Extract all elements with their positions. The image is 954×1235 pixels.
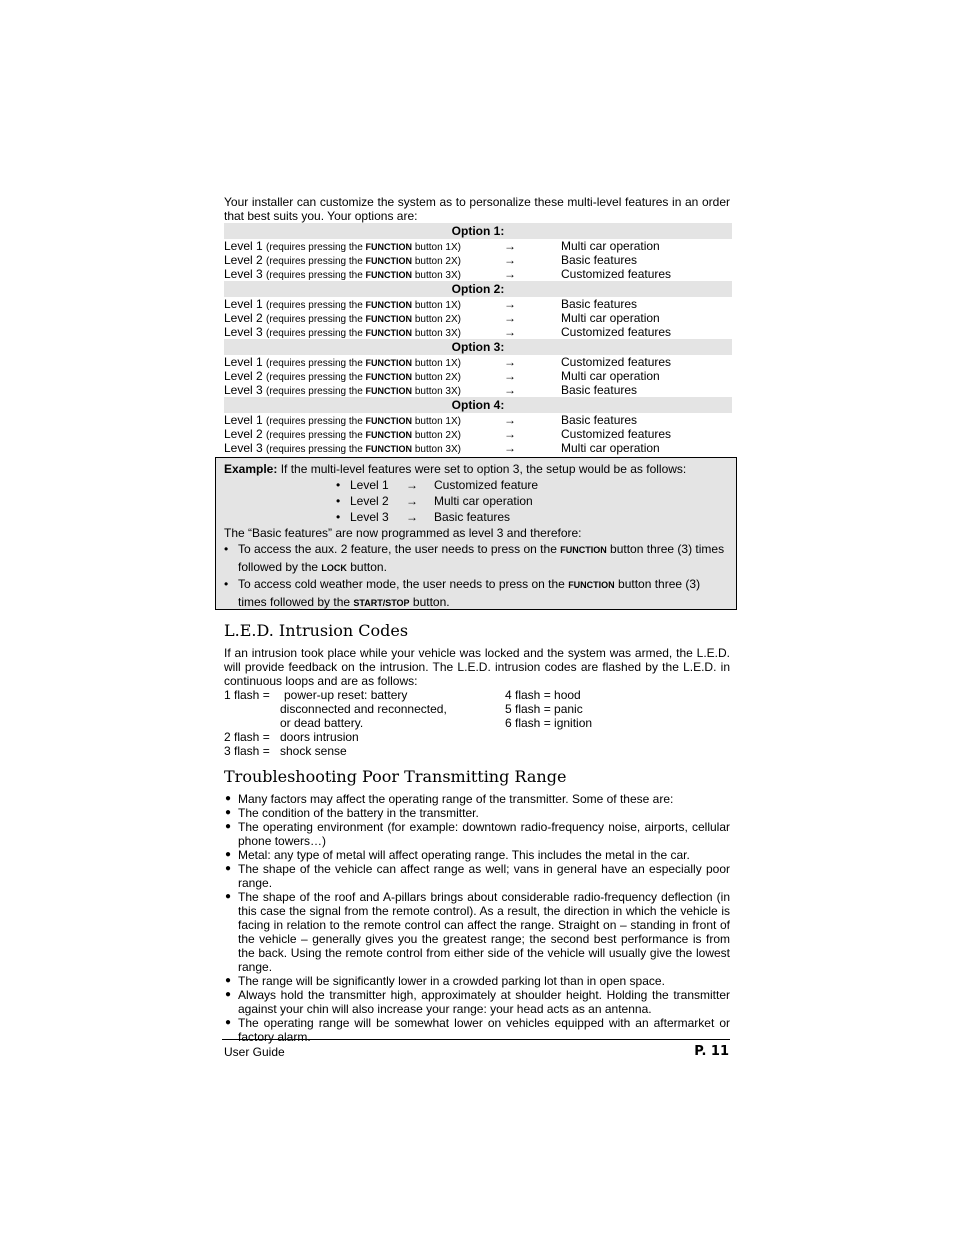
troubleshooting-heading: Troubleshooting Poor Transmitting Range bbox=[224, 767, 567, 786]
level-feature: Customized features bbox=[561, 355, 672, 369]
arrow-icon: → bbox=[406, 510, 418, 524]
option-level-row bbox=[224, 239, 732, 253]
arrow-icon: → bbox=[504, 239, 516, 253]
arrow-icon: → bbox=[504, 427, 516, 441]
intro-text: Your installer can customize the system as to personalize these multi-level features in an order that best suits you. Your options are: bbox=[224, 195, 730, 223]
page-content bbox=[224, 195, 730, 455]
bullet-icon: ● bbox=[225, 989, 232, 1000]
example-level-row: • Level 3 → Basic features bbox=[336, 510, 511, 524]
bullet-icon: ● bbox=[225, 863, 232, 874]
options-table bbox=[224, 223, 732, 455]
level-feature: Basic features bbox=[561, 413, 638, 427]
troubleshooting-item: ● The condition of the battery in the transmitter. bbox=[225, 806, 479, 820]
example-level-row: • Level 1 → Customized feature bbox=[336, 478, 539, 492]
example-bullet-cold: • To access cold weather mode, the user needs to press on the FUNCTION button three (3) times followed by the START/STOP button. bbox=[224, 577, 701, 609]
arrow-icon: → bbox=[504, 355, 516, 369]
option-level-row bbox=[224, 355, 732, 369]
level-feature: Multi car operation bbox=[561, 441, 660, 455]
led-codes: 1 flash = power-up reset: battery disconnected and reconnected, or dead battery. 2 flash = doors intrusion 3 flash = shock sense 4 flash = hood 5 flash = panic 6 flash = ignition bbox=[224, 688, 593, 758]
example-bullet-aux: • To access the aux. 2 feature, the user needs to press on the FUNCTION button three (3) times followed by the LOCK button. bbox=[224, 542, 725, 574]
option-level-row bbox=[224, 441, 732, 455]
example-label: Example: bbox=[224, 462, 278, 476]
led-heading: L.E.D. Intrusion Codes bbox=[224, 621, 409, 640]
troubleshooting-item: ● Metal: any type of metal will affect operating range. This includes the metal in the car. bbox=[225, 848, 690, 862]
level-feature: Multi car operation bbox=[561, 369, 660, 383]
level-desc: Level 3 (requires pressing the FUNCTION button 3X) bbox=[224, 325, 461, 339]
level-feature: Basic features bbox=[561, 383, 638, 397]
option-header: Option 2: bbox=[224, 281, 732, 297]
example-box bbox=[215, 457, 737, 610]
level-feature: Customized features bbox=[561, 267, 672, 281]
option-level-row bbox=[224, 297, 732, 311]
bullet-icon: ● bbox=[225, 1017, 232, 1028]
example-level-row: • Level 2 → Multi car operation bbox=[336, 494, 533, 508]
arrow-icon: → bbox=[504, 267, 516, 281]
level-desc: Level 2 (requires pressing the FUNCTION button 2X) bbox=[224, 311, 461, 325]
level-feature: Multi car operation bbox=[561, 239, 660, 253]
page-footer bbox=[222, 1039, 730, 1064]
arrow-icon: → bbox=[504, 369, 516, 383]
option-level-row bbox=[224, 311, 732, 325]
troubleshooting-item: ● Many factors may affect the operating range of the transmitter. Some of these are: bbox=[225, 792, 674, 806]
level-desc: Level 2 (requires pressing the FUNCTION button 2X) bbox=[224, 253, 461, 267]
bullet-icon: ● bbox=[225, 807, 232, 818]
bullet-icon: ● bbox=[225, 975, 232, 986]
troubleshooting-list bbox=[224, 792, 730, 1044]
level-desc: Level 3 (requires pressing the FUNCTION button 3X) bbox=[224, 383, 461, 397]
level-desc: Level 1 (requires pressing the FUNCTION button 1X) bbox=[224, 413, 461, 427]
troubleshooting-item: ● The range will be significantly lower in a crowded parking lot than in open space. bbox=[225, 974, 665, 988]
option-level-row bbox=[224, 267, 732, 281]
level-desc: Level 2 (requires pressing the FUNCTION button 2X) bbox=[224, 427, 461, 441]
arrow-icon: → bbox=[504, 311, 516, 325]
option-level-row bbox=[224, 383, 732, 397]
arrow-icon: → bbox=[504, 383, 516, 397]
arrow-icon: → bbox=[406, 494, 418, 508]
arrow-icon: → bbox=[504, 441, 516, 455]
level-desc: Level 2 (requires pressing the FUNCTION button 2X) bbox=[224, 369, 461, 383]
troubleshooting-item: ● The operating environment (for example: downtown radio-frequency noise, airports, cellular phone towers…) bbox=[225, 820, 730, 848]
level-feature: Customized features bbox=[561, 427, 672, 441]
option-level-row bbox=[224, 325, 732, 339]
troubleshooting-item: ● The operating range will be somewhat lower on vehicles equipped with an aftermarket or factory alarm. bbox=[225, 1016, 730, 1044]
level-feature: Multi car operation bbox=[561, 311, 660, 325]
troubleshooting-item: ● The shape of the vehicle can affect range as well; vans in general have an especially poor range. bbox=[225, 862, 730, 890]
arrow-icon: → bbox=[406, 478, 418, 492]
led-section bbox=[224, 646, 730, 758]
option-header: Option 4: bbox=[224, 397, 732, 413]
page-number: P. 11 bbox=[694, 1044, 729, 1059]
level-desc: Level 1 (requires pressing the FUNCTION button 1X) bbox=[224, 239, 461, 253]
option-header: Option 3: bbox=[224, 339, 732, 355]
troubleshooting-item: ● Always hold the transmitter high, approximately at shoulder height. Holding the transmitter against your chin will also increase your range: your head acts as an antenna. bbox=[225, 988, 730, 1016]
example-intro: Example: If the multi-level features were set to option 3, the setup would be as follows: bbox=[224, 462, 687, 476]
level-desc: Level 1 (requires pressing the FUNCTION button 1X) bbox=[224, 297, 461, 311]
option-level-row bbox=[224, 369, 732, 383]
level-desc: Level 3 (requires pressing the FUNCTION button 3X) bbox=[224, 267, 461, 281]
bullet-icon: ● bbox=[225, 821, 232, 832]
level-feature: Customized features bbox=[561, 325, 672, 339]
arrow-icon: → bbox=[504, 297, 516, 311]
level-feature: Basic features bbox=[561, 253, 638, 267]
led-text: If an intrusion took place while your vehicle was locked and the system was armed, the L.E.D. will provide feedback on the intrusion. The L.E.D. intrusion codes are flashed by the L.E.D. in continuous loops and are as follows: bbox=[224, 646, 730, 688]
example-note: The “Basic features” are now programmed as level 3 and therefore: bbox=[224, 526, 582, 540]
option-level-row bbox=[224, 253, 732, 267]
footer-guide: User Guide bbox=[224, 1045, 285, 1059]
option-header: Option 1: bbox=[224, 223, 732, 239]
level-feature: Basic features bbox=[561, 297, 638, 311]
bullet-icon: ● bbox=[225, 891, 232, 902]
bullet-icon: ● bbox=[225, 793, 232, 804]
troubleshooting-item: ● The shape of the roof and A-pillars brings about considerable radio-frequency deflection (in this case the signal from the remote control). As a result, the direction in which the vehicle is facing in relation to the remote control can affect the range. Straight on – standing in front of the vehicle – generally gives you the greatest range; the second best performance is from the back. Using the remote control from either side of the vehicle will usually give the lowest range. bbox=[225, 890, 730, 974]
arrow-icon: → bbox=[504, 253, 516, 267]
bullet-icon: ● bbox=[225, 849, 232, 860]
level-desc: Level 3 (requires pressing the FUNCTION button 3X) bbox=[224, 441, 461, 455]
option-level-row bbox=[224, 427, 732, 441]
arrow-icon: → bbox=[504, 325, 516, 339]
option-level-row bbox=[224, 413, 732, 427]
level-desc: Level 1 (requires pressing the FUNCTION button 1X) bbox=[224, 355, 461, 369]
arrow-icon: → bbox=[504, 413, 516, 427]
